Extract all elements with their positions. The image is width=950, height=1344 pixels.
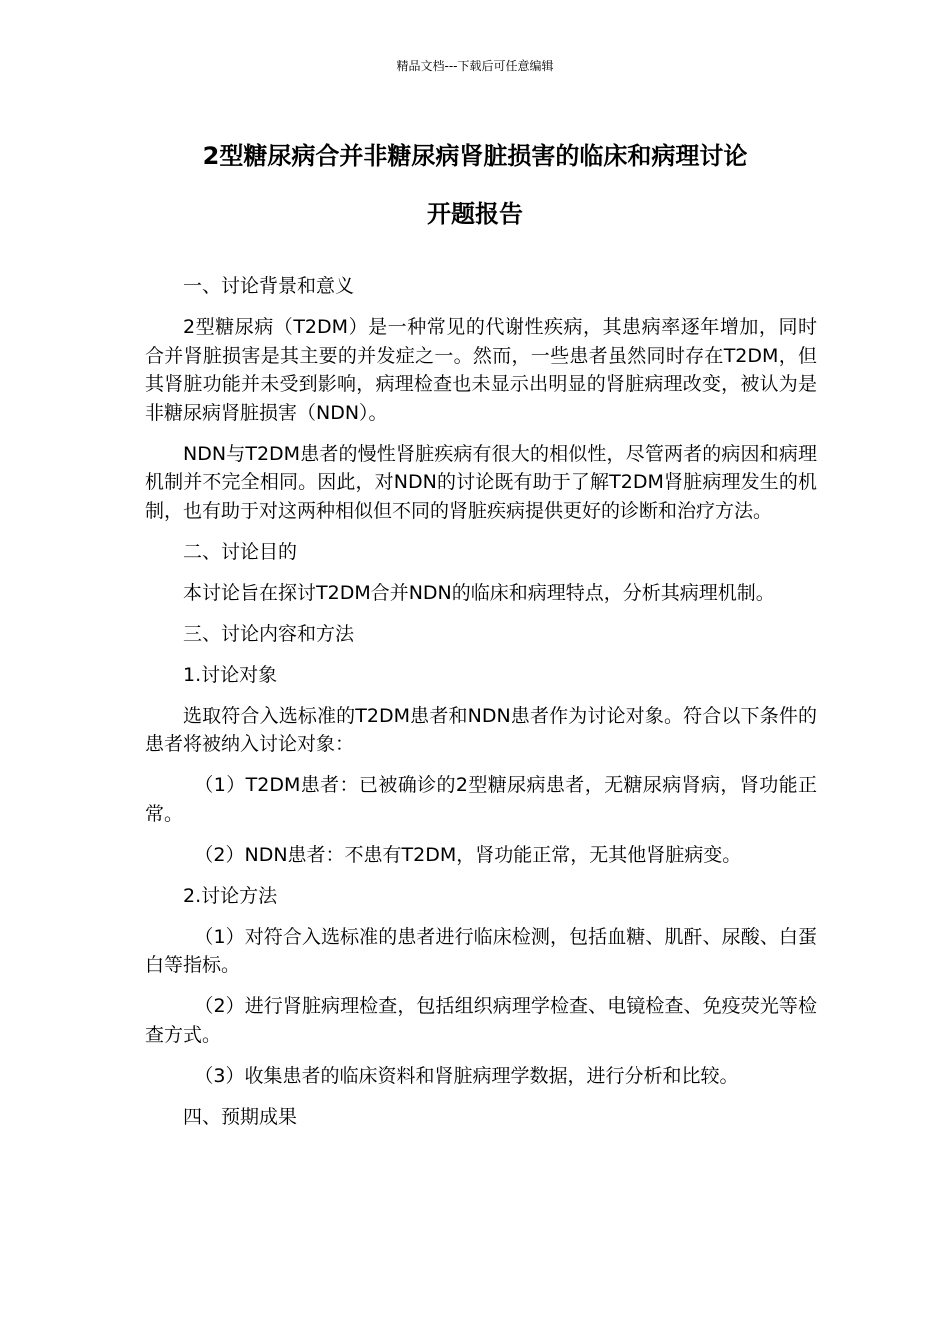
section-heading-background: 一、讨论背景和意义 bbox=[183, 275, 355, 297]
section-heading-expected-results: 四、预期成果 bbox=[183, 1105, 298, 1128]
document-body bbox=[145, 272, 817, 1144]
list-item-pathology-exam: （2）进行肾脏病理检查，包括组织病理学检查、电镜检查、免疫荧光等检查方式。 bbox=[145, 995, 817, 1046]
document-title-line-2: 开题报告 bbox=[427, 200, 523, 228]
document-title-line-1: 2型糖尿病合并非糖尿病肾脏损害的临床和病理讨论 bbox=[202, 142, 748, 170]
section-heading-content-methods: 三、讨论内容和方法 bbox=[183, 622, 355, 645]
list-item-ndn-patients: （2）NDN患者：不患有T2DM，肾功能正常，无其他肾脏病变。 bbox=[194, 843, 742, 866]
paragraph-purpose: 本讨论旨在探讨T2DM合并NDN的临床和病理特点，分析其病理机制。 bbox=[183, 581, 775, 604]
list-item-clinical-tests: （1）对符合入选标准的患者进行临床检测，包括血糖、肌酐、尿酸、白蛋白等指标。 bbox=[145, 925, 817, 976]
list-item-data-collection: （3）收集患者的临床资料和肾脏病理学数据，进行分析和比较。 bbox=[194, 1064, 739, 1087]
paragraph-background-1: 2型糖尿病（T2DM）是一种常见的代谢性疾病，其患病率逐年增加，同时合并肾脏损害是其主要的并发症之一。然而，一些患者虽然同时存在T2DM，但其肾脏功能并未受到影响，病理检查也未显示出明显的肾脏病理改变，被认为是非糖尿病肾脏损害（NDN）。 bbox=[145, 316, 817, 424]
section-heading-purpose: 二、讨论目的 bbox=[183, 540, 298, 563]
subheading-subjects: 1.讨论对象 bbox=[183, 663, 278, 686]
subheading-methods: 2.讨论方法 bbox=[183, 884, 278, 907]
list-item-t2dm-patients: （1）T2DM患者：已被确诊的2型糖尿病患者，无糖尿病肾病，肾功能正常。 bbox=[145, 774, 817, 825]
paragraph-subjects: 选取符合入选标准的T2DM患者和NDN患者作为讨论对象。符合以下条件的患者将被纳入讨论对象： bbox=[145, 704, 817, 755]
page-header: 精品文档---下载后可任意编辑 bbox=[396, 59, 554, 73]
paragraph-background-2: NDN与T2DM患者的慢性肾脏疾病有很大的相似性，尽管两者的病因和病理机制并不完全相同。因此，对NDN的讨论既有助于了解T2DM肾脏病理发生的机制，也有助于对这两种相似但不同的肾脏疾病提供更好的诊断和治疗方法。 bbox=[145, 442, 817, 522]
